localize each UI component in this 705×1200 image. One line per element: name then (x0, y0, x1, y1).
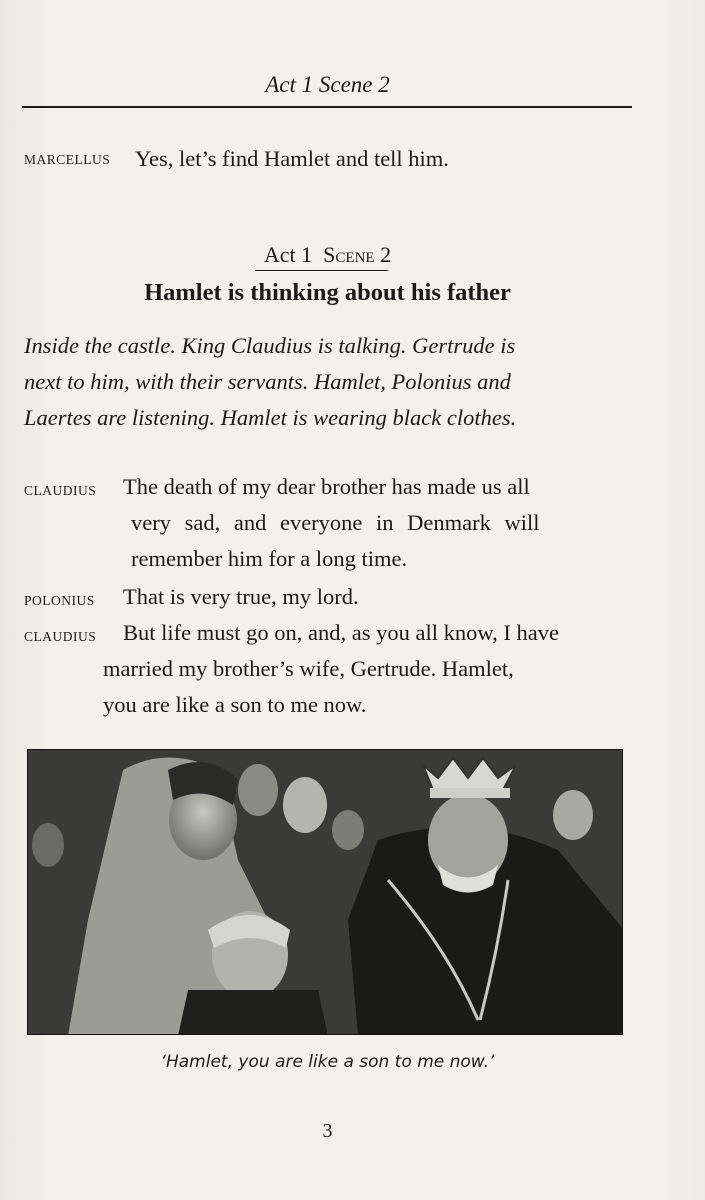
speech-marcellus (24, 146, 628, 176)
speech-claudius-1 (24, 474, 628, 584)
scene-label: Scene 2 (323, 242, 392, 267)
speech-polonius (24, 584, 628, 618)
speech-line: remember him for a long time. (131, 546, 408, 571)
scene-heading (0, 242, 655, 268)
stage-direction (24, 328, 628, 436)
stage-direction-line: Inside the castle. King Claudius is talking. Gertrude is (24, 333, 516, 358)
speech-claudius-2 (24, 620, 628, 730)
speaker-name: MARCELLUS (24, 152, 111, 167)
header-rule (22, 106, 632, 108)
speech-line: That is very true, my lord. (123, 584, 359, 609)
speech-line: very sad, and everyone in Denmark will (131, 510, 540, 535)
scene-heading-rule (255, 270, 388, 271)
film-still-photo (27, 749, 623, 1035)
running-head: Act 1 Scene 2 (265, 72, 390, 97)
speech-line: you are like a son to me now. (103, 692, 367, 717)
speaker-name: CLAUDIUS (24, 629, 97, 644)
stage-direction-line: next to him, with their servants. Hamlet, Polonius and (24, 369, 511, 394)
scene-title: Hamlet is thinking about his father (144, 279, 511, 306)
speaker-name: POLONIUS (24, 593, 95, 608)
photo-caption: ‘Hamlet, you are like a son to me now.’ (160, 1052, 495, 1072)
speech-line: Yes, let’s find Hamlet and tell him. (135, 146, 449, 171)
speaker-name: CLAUDIUS (24, 483, 97, 498)
act-label: Act 1 (263, 242, 313, 267)
speech-line: But life must go on, and, as you all know, I have (123, 620, 559, 645)
speech-line: The death of my dear brother has made us all (123, 474, 530, 499)
stage-direction-line: Laertes are listening. Hamlet is wearing black clothes. (24, 405, 517, 430)
speech-line: married my brother’s wife, Gertrude. Hamlet, (103, 656, 514, 681)
page-number: 3 (322, 1120, 333, 1142)
film-still-illustration (28, 750, 623, 1035)
